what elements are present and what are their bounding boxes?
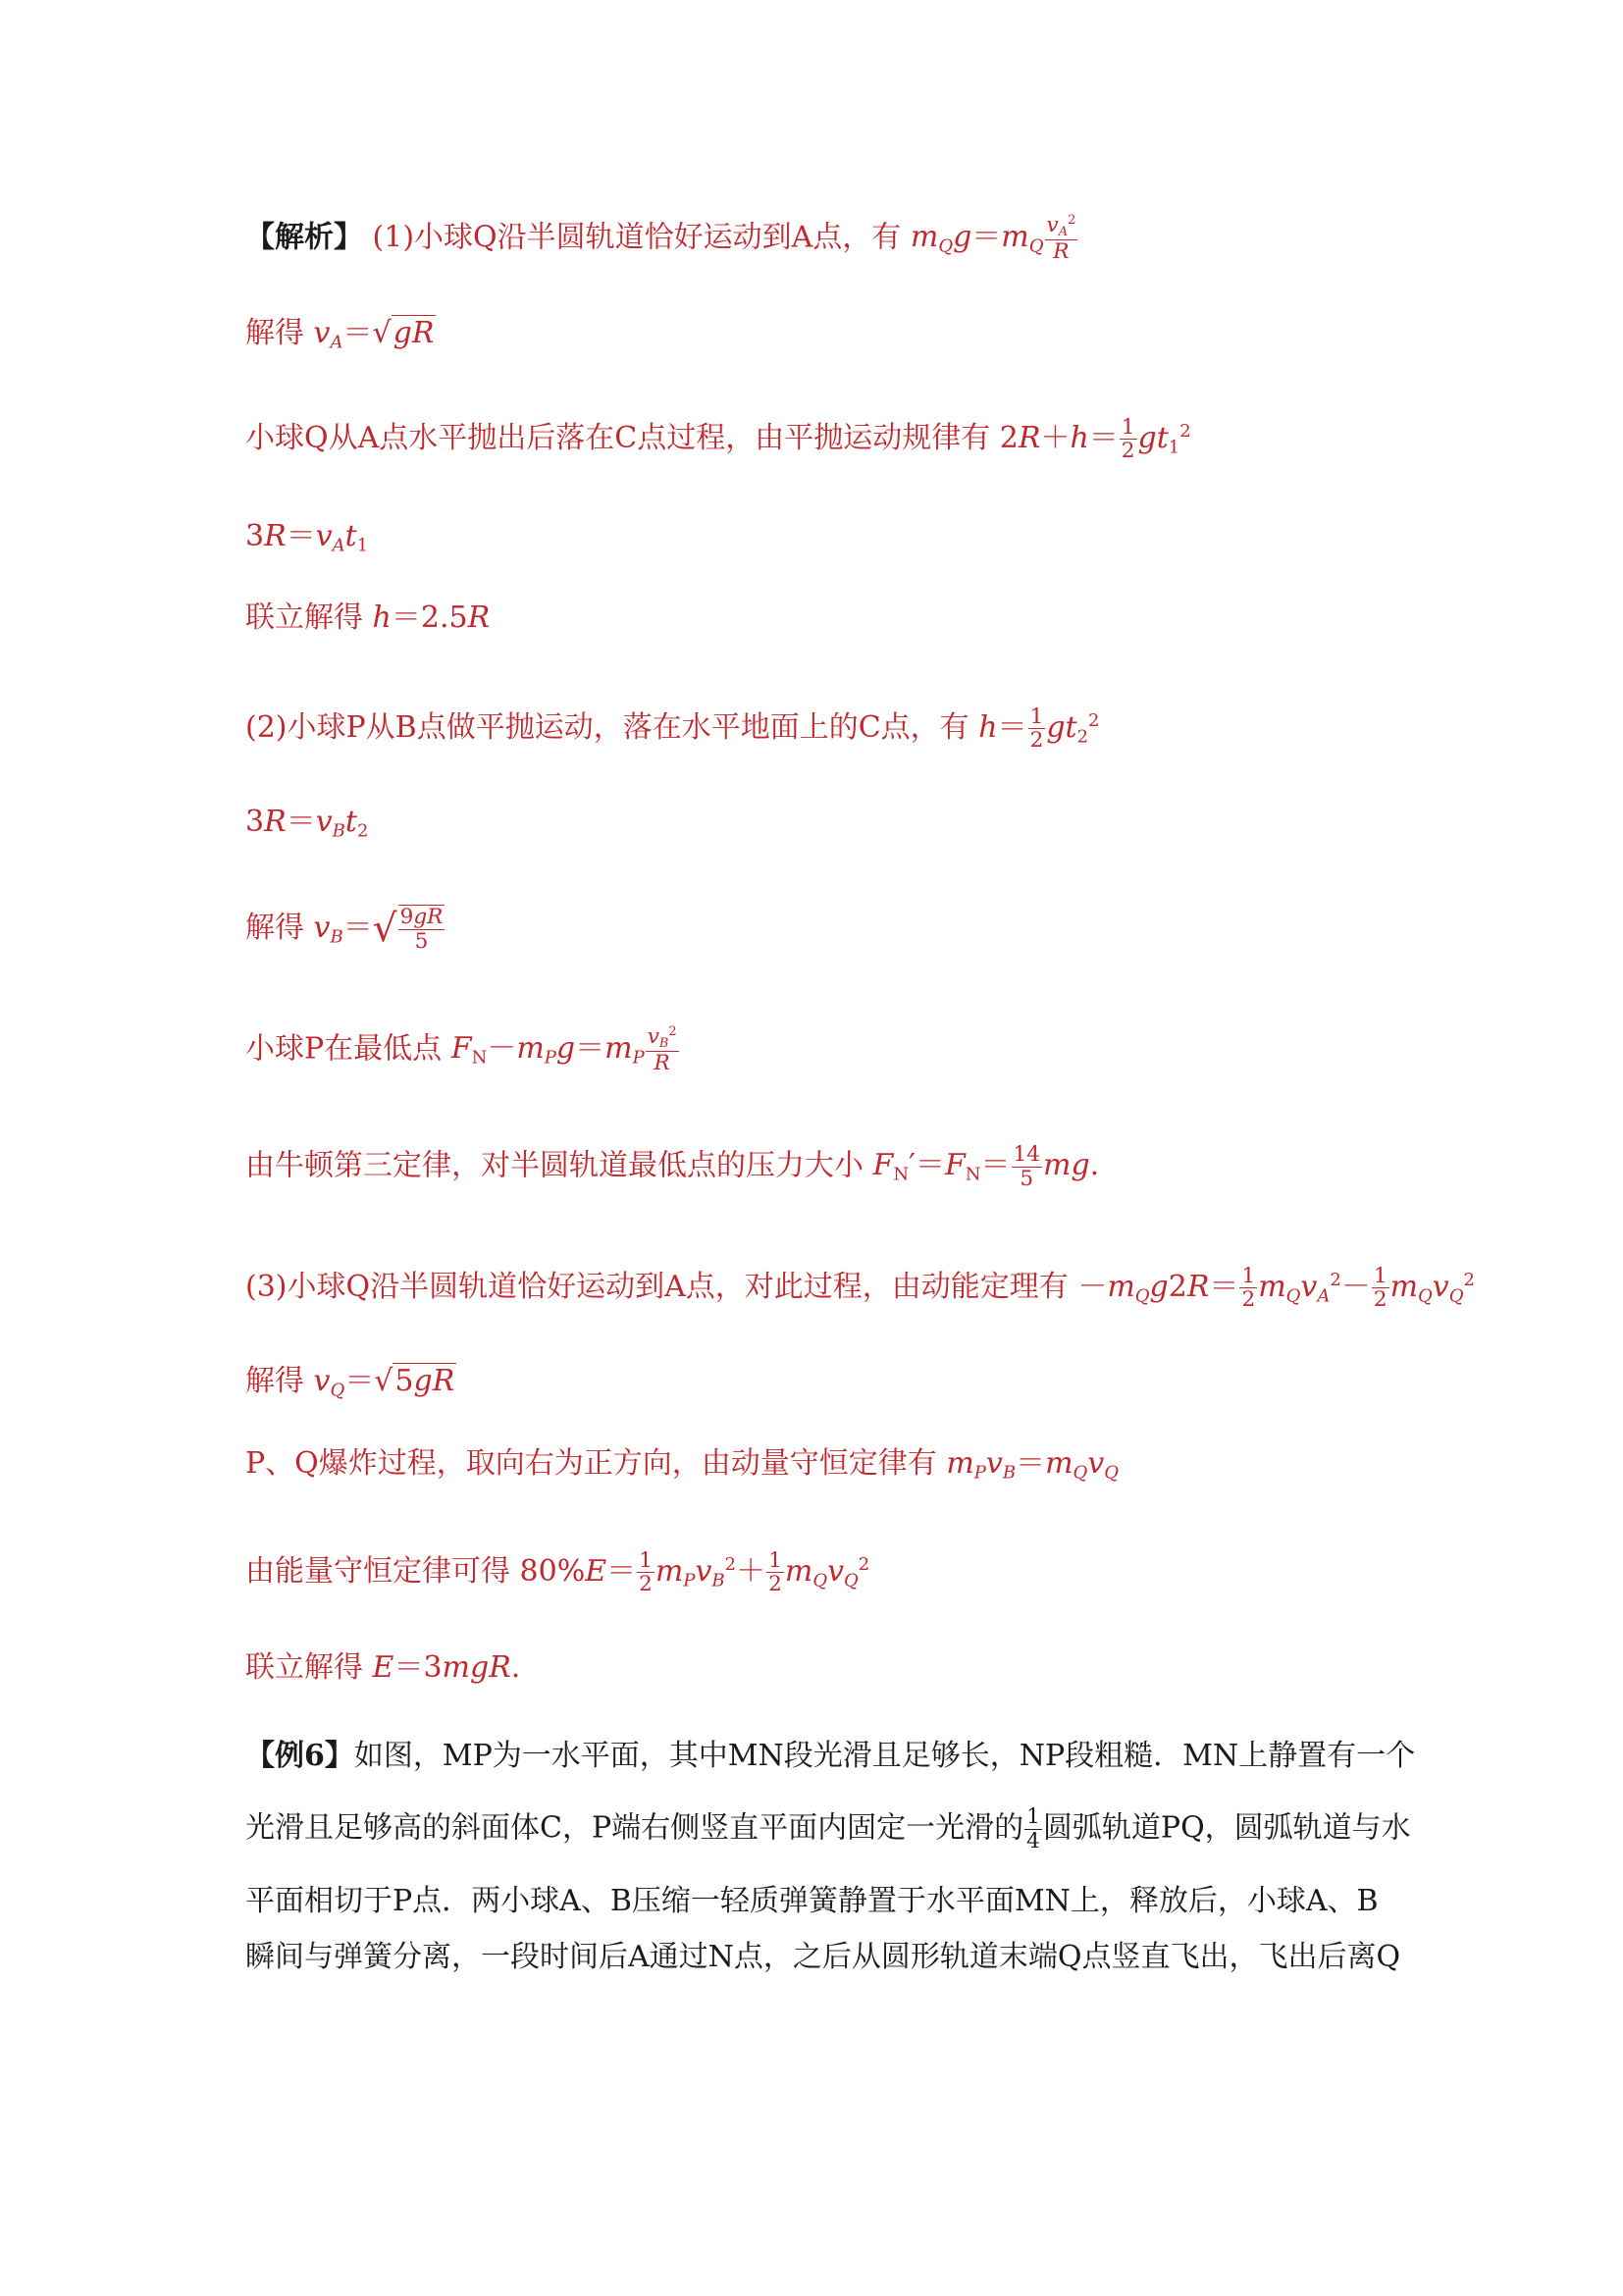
example-line-3 [245,1882,1379,1921]
solution-line-3 [245,412,1191,467]
formula: h＝2.5R [372,600,491,635]
solution-line-13 [245,1444,1119,1492]
text-segment: 由能量守恒定律可得 [245,1553,510,1589]
solution-line-12 [245,1362,456,1410]
quarter-fraction: $\frac{1}{4}$ [1026,1804,1040,1853]
text-segment: 小球Q从A点水平抛出后落在C点过程，由平抛运动规律有 [245,420,991,455]
text-segment: 解得 [245,316,304,350]
solution-line-9 [245,1025,680,1078]
solution-line-5 [245,599,490,638]
text-segment: 联立解得 [245,1650,363,1685]
solution-heading: 【解析】 [245,220,363,255]
formula: 2R＋h＝ $\frac{1}{2}$ $gt_1^2$ [999,414,1191,464]
solution-line-7 [245,803,368,851]
text-segment: 解得 [245,910,304,945]
text-segment: 联立解得 [245,600,363,635]
solution-line-2 [245,314,436,362]
formula: $m_Pv_B=m_Qv_Q$ [946,1446,1120,1484]
solution-line-14 [245,1545,869,1600]
formula: $-m_Qg2R=$ $\frac{1}{2}$ $m_Qv_A^2-$ $\frac{1}{2}$ $m_Qv_Q^2$ [1077,1263,1475,1313]
formula: $v_A=√gR$ [313,316,435,353]
example-text: 如图，MP为一水平面，其中MN段光滑且足够长，NP段粗糙．MN上静置有一个 [353,1739,1416,1773]
formula: h＝ $\frac{1}{2}$ $gt_2^2$ [978,704,1100,754]
example-line-1 [245,1737,1415,1776]
formula: $v_B=√$ $\frac{9gR}{5}$ [313,905,444,954]
solution-line-8 [245,905,445,957]
formula: $m_Qg=m_Q$ $\frac{v_A^2}{R}$ [910,213,1076,265]
example-text: 瞬间与弹簧分离，一段时间后A通过N点，之后从圆形轨道末端Q点竖直飞出，飞出后离Q [245,1940,1401,1974]
formula: $v_Q=√5gR$ [313,1364,455,1401]
formula: E＝3mgR. [372,1650,521,1685]
example-text: 光滑且足够高的斜面体C，P端右侧竖直平面内固定一光滑的 [245,1810,1024,1846]
formula: 80%E＝ $\frac{1}{2}$ $m_Pv_B^2+$ $\frac{1}{2}$ $m_Qv_Q^2$ [519,1547,870,1597]
example-label: 【例6】 [245,1739,354,1773]
text-segment: P、Q爆炸过程，取向右为正方向，由动量守恒定律有 [245,1446,937,1481]
text-segment: (2)小球P从B点做平抛运动，落在水平地面上的C点，有 [245,709,969,745]
text-segment: 解得 [245,1364,304,1398]
solution-line-11 [245,1261,1475,1316]
solution-line-1 [245,214,1078,267]
solution-line-6 [245,702,1099,757]
formula: $F_N-m_Pg=m_P$ $\frac{v_B^2}{R}$ [450,1024,677,1076]
formula: $3R=v_Bt_2$ [245,805,369,842]
solution-line-10 [245,1143,1099,1195]
text-segment: 由牛顿第三定律，对半圆轨道最低点的压力大小 [245,1148,864,1183]
solution-line-15 [245,1648,520,1688]
example-line-4 [245,1938,1400,1977]
example-text: 圆弧轨道PQ，圆弧轨道与水 [1042,1810,1411,1846]
text-segment: (3)小球Q沿半圆轨道恰好运动到A点，对此过程，由动能定理有 [245,1269,1069,1304]
example-line-2 [245,1805,1411,1853]
example-text: 平面相切于P点．两小球A、B压缩一轻质弹簧静置于水平面MN上，释放后，小球A、B [245,1884,1379,1918]
text-segment: (1)小球Q沿半圆轨道恰好运动到A点，有 [372,220,902,255]
solution-line-4 [245,517,368,565]
formula: $F_N'=F_N=$ $\frac{14}{5}$ mg. [872,1142,1100,1191]
formula: $3R=v_At_1$ [245,519,369,556]
text-segment: 小球P在最低点 [245,1031,443,1067]
